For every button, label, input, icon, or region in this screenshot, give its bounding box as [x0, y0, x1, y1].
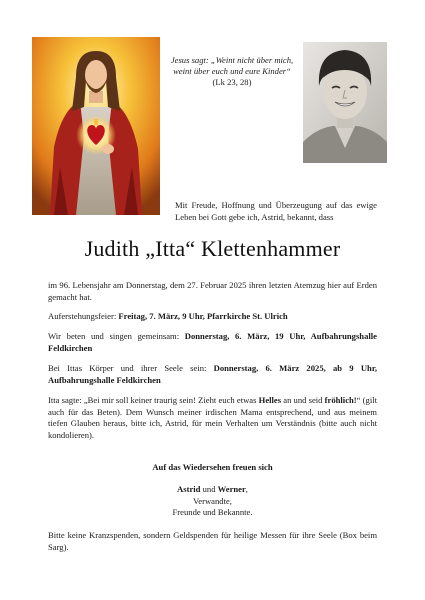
prayer-service	[48, 331, 377, 354]
itta-wish	[48, 395, 377, 441]
mourner-astrid: Astrid	[177, 484, 201, 494]
mourners-line1	[0, 484, 425, 496]
itta-wish-part2: an und seid	[281, 395, 325, 405]
mourners-line2: Verwandte,	[193, 495, 232, 506]
itta-wish-bold1: Helles	[258, 395, 282, 405]
viewing-details: Donnerstag, 6. März 2025, ab 9 Uhr, Aufbahrungshalle Feldkirchen	[48, 363, 377, 385]
bible-quote	[166, 55, 298, 89]
death-notice: im 96. Lebensjahr am Donnerstag, dem 27. Februar 2025 ihren letzten Atemzug hier auf Erden gemacht hat.	[48, 280, 377, 302]
quote-reference: (Lk 23, 28)	[212, 77, 252, 88]
prayer-details: Donnerstag, 6. März, 19 Uhr, Aufbahrungshalle Feldkirchen	[48, 331, 377, 353]
mourners-comma: ,	[245, 484, 248, 494]
mourners-line3: Freunde und Bekannte.	[172, 507, 253, 517]
itta-wish-part1: Itta sagte: „Bei mir soll keiner traurig sein! Zieht euch etwas	[48, 395, 259, 405]
mourner-werner: Werner	[217, 484, 246, 494]
prayer-label: Wir beten und singen gemeinsam:	[48, 331, 185, 341]
sacred-heart-image	[32, 37, 160, 215]
resurrection-details: Freitag, 7. März, 9 Uhr, Pfarrkirche St. Ulrich	[118, 311, 288, 321]
quote-text: Jesus sagt: „Weint nicht über mich, weint über euch und eure Kinder“	[170, 55, 294, 77]
donation-note: Bitte keine Kranzspenden, sondern Geldspenden für heilige Messen für ihre Seele (Box beim Sarg).	[48, 530, 377, 552]
mourners-and: und	[200, 484, 218, 494]
viewing-label: Bei Ittas Körper und ihrer Seele sein:	[48, 363, 214, 373]
intro-text: Mit Freude, Hoffnung und Überzeugung auf das ewige Leben bei Gott gebe ich, Astrid, bekannt, dass	[175, 200, 377, 222]
mourners	[0, 484, 425, 519]
viewing-info	[48, 363, 377, 386]
farewell-line: Auf das Wiedersehen freuen sich	[152, 462, 273, 472]
deceased-name: Judith „Itta“ Klettenhammer	[84, 236, 341, 261]
portrait-photo	[303, 42, 387, 163]
resurrection-label: Auferstehungsfeier:	[48, 311, 119, 321]
itta-wish-bold2: fröhlich!	[324, 395, 357, 405]
itta-wish-part3: “ (gilt auch für das Beten). Dem Wunsch meiner irdischen Mama entsprechend, und aus meinem tiefen Glauben heraus, bitte ich, Astrid, für mein Verhalten um Verständnis (bitte auch nicht kondolieren).	[48, 395, 377, 440]
resurrection-service	[48, 311, 377, 323]
